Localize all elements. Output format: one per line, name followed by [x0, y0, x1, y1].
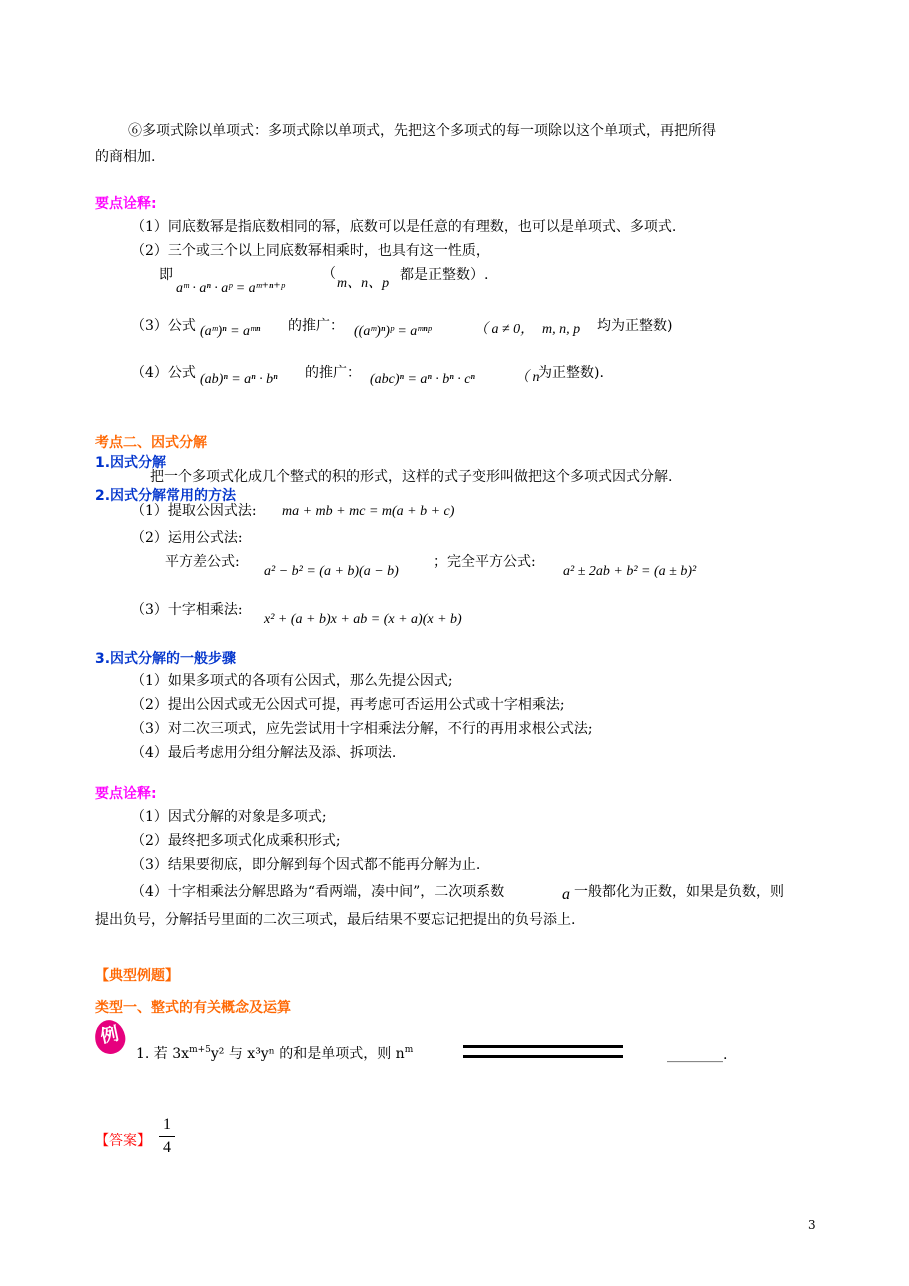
- note-4-tail: 为正整数).: [538, 365, 604, 381]
- note-2-formula: aᵐ · aⁿ · aᵖ = aᵐ⁺ⁿ⁺ᵖ: [176, 281, 285, 296]
- typical-examples-heading: 【典型例题】: [95, 968, 179, 984]
- method-1-label: （1）提取公因式法:: [131, 503, 257, 519]
- method-3-formula: x² + (a + b)x + ab = (x + a)(x + b): [264, 612, 462, 627]
- subsection-1-title: 1.因式分解: [95, 455, 167, 471]
- note-4-formula-2: (abc)ⁿ = aⁿ · bⁿ · cⁿ: [370, 372, 475, 387]
- note-2-paren: （: [322, 266, 336, 282]
- step-2: （2）提出公因式或无公因式可提，再考虑可否运用公式或十字相乘法;: [131, 697, 565, 713]
- square-diff-formula: a² − b² = (a + b)(a − b): [264, 564, 399, 579]
- note-3-formula-2: ((aᵐ)ⁿ)ᵖ = aᵐⁿᵖ: [354, 324, 432, 339]
- note-2-tail: 都是正整数）.: [400, 267, 489, 283]
- answer-numerator: 1: [163, 1116, 171, 1133]
- answer-fraction: [159, 1116, 175, 1157]
- note-3-cond-2: m, n, p: [542, 322, 581, 337]
- note-2-ji: 即: [159, 267, 173, 283]
- question-1: 1. 若 $3x^{m+5}y^2$ 与 x³yⁿ 的和是单项式，则 $n^m$: [136, 1045, 414, 1062]
- note2-1: （1）因式分解的对象是多项式;: [131, 809, 327, 825]
- note2-4-var: a: [562, 886, 570, 903]
- note2-4-line2: 提出负号，分解括号里面的二次三项式，最后结果不要忘记把提出的负号添上.: [95, 912, 576, 928]
- subsection-3-title: 3.因式分解的一般步骤: [95, 651, 237, 667]
- answer-denominator: 4: [163, 1139, 171, 1156]
- note-1: （1）同底数幂是指底数相同的幂，底数可以是任意的有理数，也可以是单项式、多项式.: [131, 219, 677, 235]
- paragraph-6-line1: ⑥多项式除以单项式：多项式除以单项式，先把这个多项式的每一项除以这个单项式，再把所得: [128, 123, 716, 139]
- note-3-formula-1: (aᵐ)ⁿ = aᵐⁿ: [200, 324, 261, 339]
- fraction-bar: [159, 1136, 175, 1137]
- subsection-2-title: 2.因式分解常用的方法: [95, 488, 237, 504]
- note-4-cond: （ n: [515, 370, 540, 385]
- answer-blank: ________.: [667, 1047, 728, 1063]
- redaction-bar-bottom: [463, 1055, 623, 1058]
- method-2-label: （2）运用公式法:: [131, 530, 243, 546]
- note-3-cond-1: （ a ≠ 0，: [474, 322, 535, 337]
- note-3-label: （3）公式: [131, 318, 196, 334]
- paragraph-6-line2: 的商相加.: [95, 149, 156, 165]
- method-3-label: （3）十字相乘法:: [131, 602, 243, 618]
- step-3: （3）对二次三项式，应先尝试用十字相乘法分解，不行的再用求根公式法;: [131, 721, 593, 737]
- note-2: （2）三个或三个以上同底数幂相乘时，也具有这一性质，: [131, 243, 490, 259]
- step-1: （1）如果多项式的各项有公因式，那么先提公因式;: [131, 673, 453, 689]
- note2-3: （3）结果要彻底，即分解到每个因式都不能再分解为止.: [131, 857, 481, 873]
- perfect-square-label: ；完全平方公式:: [433, 554, 536, 570]
- note-2-vars: m、n、p: [337, 276, 390, 291]
- square-diff-label: 平方差公式:: [165, 554, 240, 570]
- section-2-heading: 考点二、因式分解: [95, 435, 207, 451]
- note-4-formula-1: (ab)ⁿ = aⁿ · bⁿ: [200, 372, 278, 387]
- note2-4-part2: 一般都化为正数，如果是负数，则: [574, 884, 784, 900]
- key-notes-heading-2: 要点诠释:: [95, 786, 157, 802]
- note2-2: （2）最终把多项式化成乘积形式;: [131, 833, 341, 849]
- step-4: （4）最后考虑用分组分解法及添、拆项法.: [131, 745, 397, 761]
- type-1-heading: 类型一、整式的有关概念及运算: [95, 1000, 291, 1016]
- example-badge: 例: [92, 1017, 128, 1056]
- key-notes-heading-1: 要点诠释:: [95, 196, 157, 212]
- subsection-1-text: 把一个多项式化成几个整式的积的形式，这样的式子变形叫做把这个多项式因式分解.: [150, 469, 673, 485]
- perfect-square-formula: a² ± 2ab + b² = (a ± b)²: [563, 564, 697, 579]
- note-3-mid: 的推广：: [288, 318, 344, 334]
- method-1-formula: ma + mb + mc = m(a + b + c): [282, 504, 455, 519]
- note2-4-part1: （4）十字相乘法分解思路为“看两端，凑中间”，二次项系数: [131, 884, 505, 900]
- note-4-mid: 的推广：: [305, 365, 361, 381]
- page-number: 3: [808, 1218, 816, 1232]
- answer-label: 【答案】: [95, 1133, 151, 1149]
- note-3-tail: 均为正整数): [597, 318, 673, 334]
- redaction-bar-top: [463, 1045, 623, 1048]
- note-4-label: （4）公式: [131, 365, 196, 381]
